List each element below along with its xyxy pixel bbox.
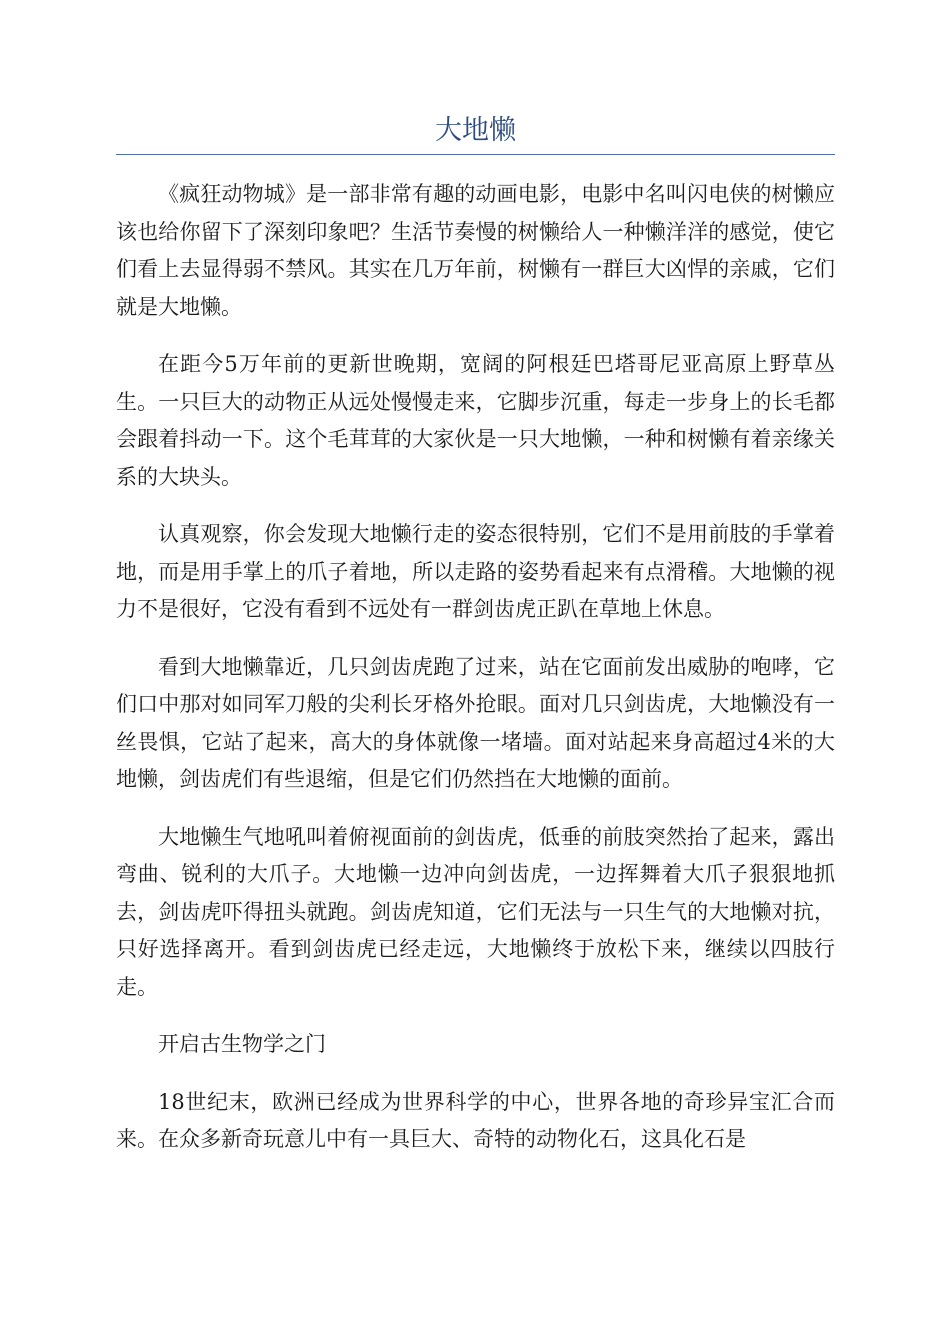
paragraph-6: 18世纪末，欧洲已经成为世界科学的中心，世界各地的奇珍异宝汇合而来。在众多新奇玩意儿中有一具巨大、奇特的动物化石，这具化石是 xyxy=(116,1089,835,1151)
article-body xyxy=(116,176,835,1179)
title-underline xyxy=(116,154,835,155)
section-heading: 开启古生物学之门 xyxy=(158,1032,326,1056)
page-title: 大地懒 xyxy=(435,115,516,146)
paragraph-5: 大地懒生气地吼叫着俯视面前的剑齿虎，低垂的前肢突然抬了起来，露出弯曲、锐利的大爪子。大地懒一边冲向剑齿虎，一边挥舞着大爪子狠狠地抓去，剑齿虎吓得扭头就跑。剑齿虎知道，它们无法与一只生气的大地懒对抗，只好选择离开。看到剑齿虎已经走远，大地懒终于放松下来，继续以四肢行走。 xyxy=(116,824,835,999)
paragraph-1: 《疯狂动物城》是一部非常有趣的动画电影，电影中名叫闪电侠的树懒应该也给你留下了深刻印象吧？生活节奏慢的树懒给人一种懒洋洋的感觉，使它们看上去显得弱不禁风。其实在几万年前，树懒有一群巨大凶悍的亲戚，它们就是大地懒。 xyxy=(116,182,835,319)
paragraph-3: 认真观察，你会发现大地懒行走的姿态很特别，它们不是用前肢的手掌着地，而是用手掌上的爪子着地，所以走路的姿势看起来有点滑稽。大地懒的视力不是很好，它没有看到不远处有一群剑齿虎正趴在草地上休息。 xyxy=(116,522,835,621)
paragraph-4: 看到大地懒靠近，几只剑齿虎跑了过来，站在它面前发出威胁的咆哮，它们口中那对如同军刀般的尖利长牙格外抢眼。面对几只剑齿虎，大地懒没有一丝畏惧，它站了起来，高大的身体就像一堵墙。面对站起来身高超过4米的大地懒，剑齿虎们有些退缩，但是它们仍然挡在大地懒的面前。 xyxy=(116,654,835,791)
paragraph-2: 在距今5万年前的更新世晚期，宽阔的阿根廷巴塔哥尼亚高原上野草丛生。一只巨大的动物正从远处慢慢走来，它脚步沉重，每走一步身上的长毛都会跟着抖动一下。这个毛茸茸的大家伙是一只大地懒，一种和树懒有着亲缘关系的大块头。 xyxy=(116,352,835,489)
